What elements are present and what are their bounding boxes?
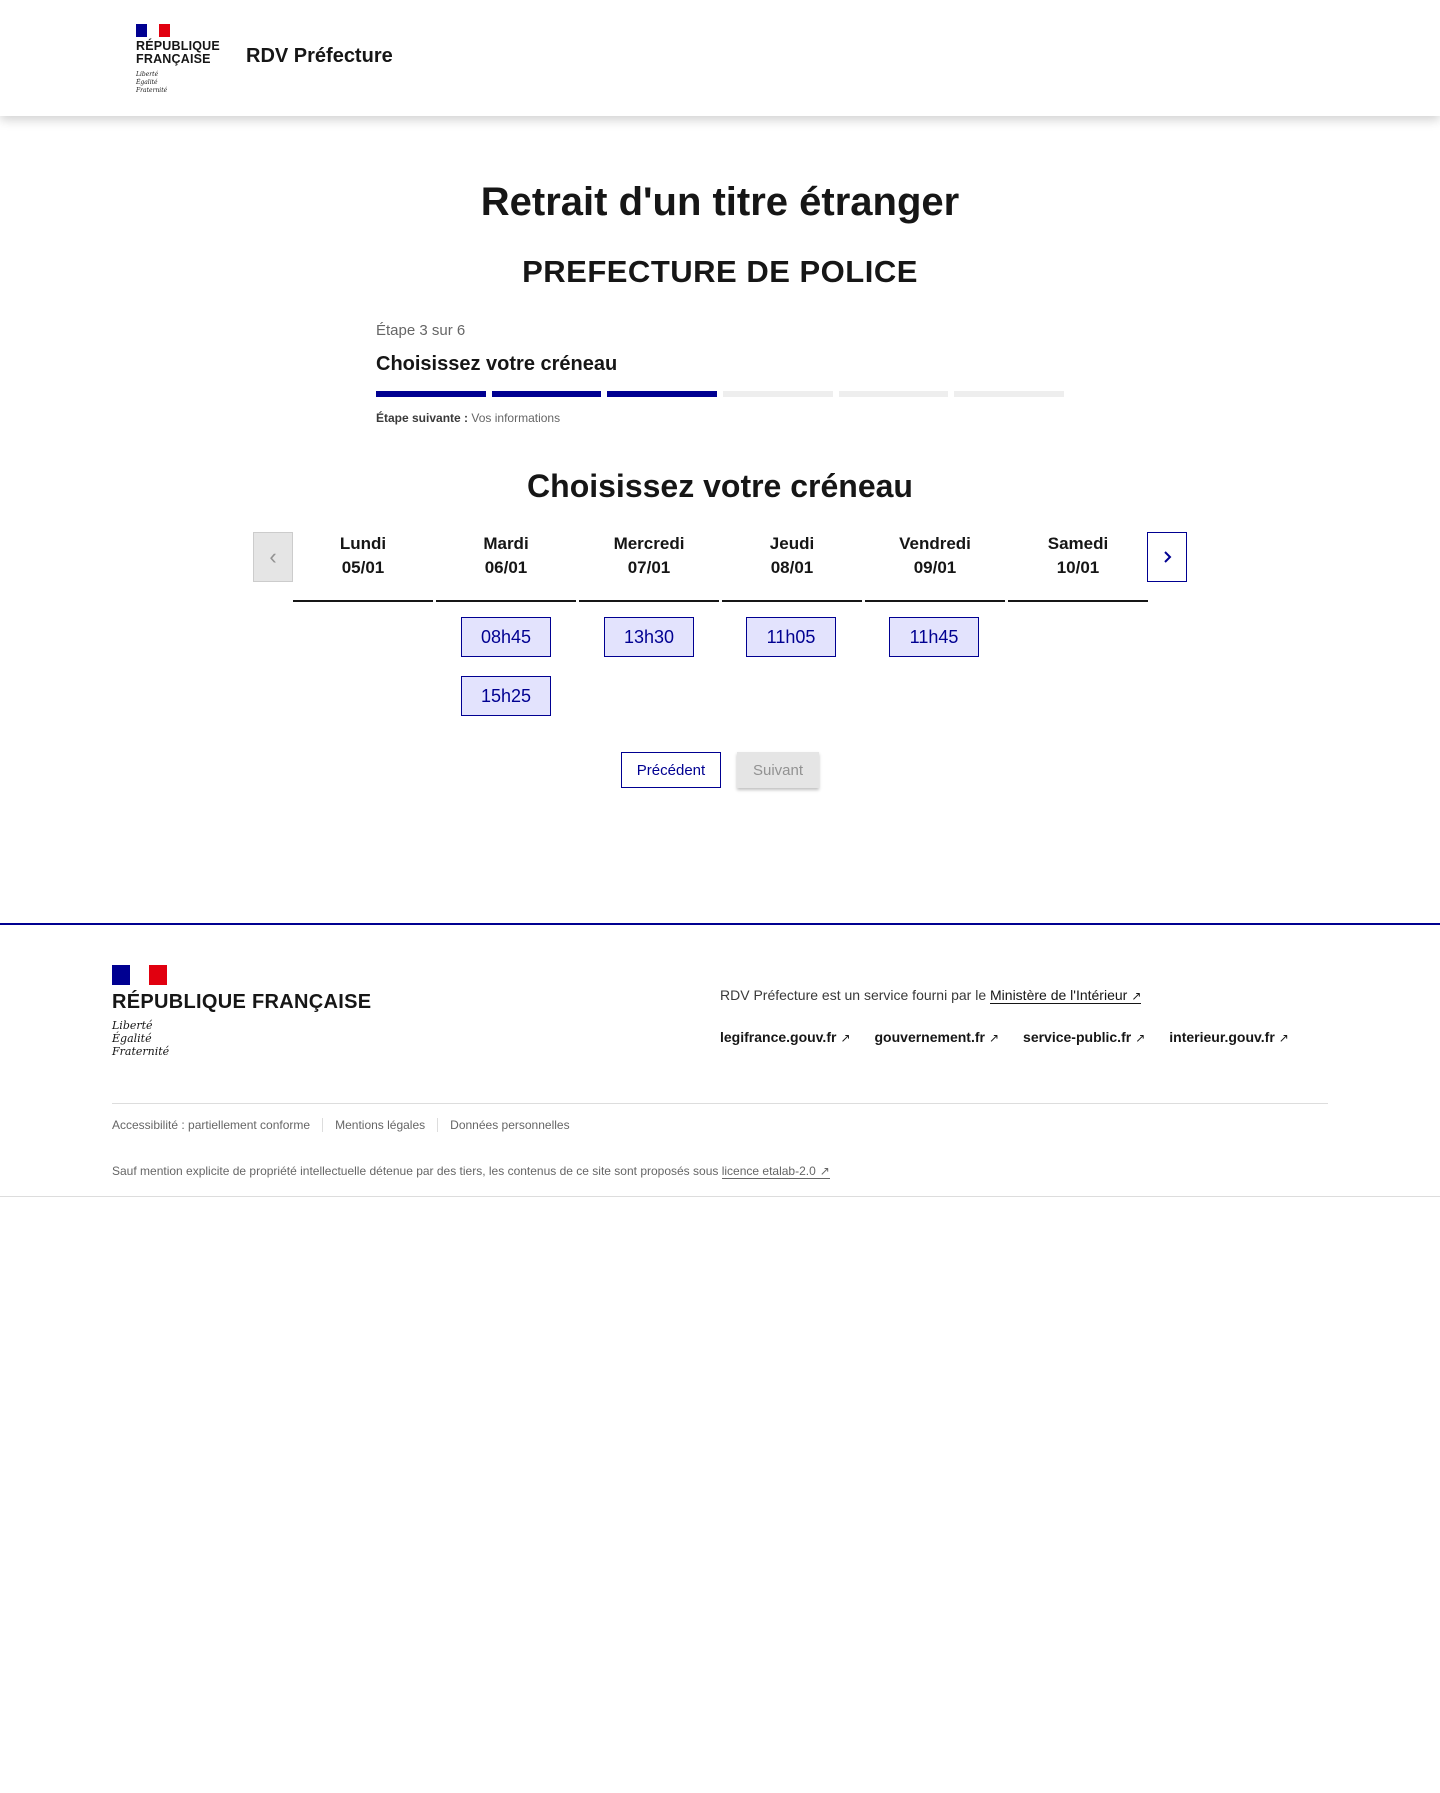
chevron-left-icon: ‹ [269,544,277,569]
day-column-samedi: Samedi 10/01 [1008,532,1148,602]
day-column-jeudi: Jeudi 08/01 [722,532,862,602]
footer-logo-text: RÉPUBLIQUE FRANÇAISE [112,991,372,1013]
step-next: Étape suivante : Vos informations [376,411,561,425]
footer-accessibility-link[interactable]: Accessibilité : partiellement conforme [112,1118,311,1132]
day-column-lundi: Lundi 05/01 [293,532,433,602]
time-slot-button[interactable]: 11h05 [746,617,836,657]
footer-description: RDV Préfecture est un service fourni par le Ministère de l'Intérieur ↗ [720,987,1142,1003]
time-slot-button[interactable]: 11h45 [889,617,979,657]
previous-button[interactable]: Précédent [621,752,721,788]
logo-motto: Liberté Égalité Fraternité [136,71,168,94]
external-link-icon: ↗ [1278,1031,1289,1045]
next-button[interactable]: Suivant [737,752,819,788]
external-link-icon: ↗ [819,1164,830,1178]
previous-week-button[interactable] [253,532,293,582]
page-title: Retrait d'un titre étranger [480,180,960,224]
footer-privacy-link[interactable]: Données personnelles [437,1118,581,1132]
section-title: Choisissez votre créneau [527,468,913,504]
step-bar [723,391,833,397]
footer-logo[interactable] [112,965,371,1058]
next-week-button[interactable] [1147,532,1187,582]
external-link-icon: ↗ [840,1031,851,1045]
chevron-right-icon [1160,550,1174,564]
footer-links [720,1029,1289,1045]
time-slot-button[interactable]: 13h30 [604,617,694,657]
stepper [376,322,1064,425]
footer-license: Sauf mention explicite de propriété intellectuelle détenue par des tiers, les contenus de ce site sont proposés sous licence etalab-2.0 ↗ [112,1164,830,1178]
step-bar [954,391,1064,397]
license-link[interactable]: licence etalab-2.0 ↗ [721,1164,830,1178]
step-bar [376,391,486,397]
time-slot-button[interactable]: 15h25 [461,676,551,716]
external-link-icon: ↗ [988,1031,1000,1045]
ministere-link[interactable]: Ministère de l'Intérieur ↗ [990,987,1142,1003]
step-bar [839,391,949,397]
external-link-icon: ↗ [1131,989,1142,1003]
footer-bottom-links [112,1118,582,1132]
page-subtitle: PREFECTURE DE POLICE [522,254,918,289]
external-link-icon: ↗ [1135,1031,1146,1045]
logo-text: RÉPUBLIQUE FRANÇAISE [136,39,220,66]
time-slot-button[interactable]: 08h45 [461,617,551,657]
footer-link-legifrance[interactable]: legifrance.gouv.fr ↗ [720,1029,851,1045]
footer-link-service-public[interactable]: service-public.fr ↗ [1023,1029,1146,1045]
site-footer [0,923,1440,1197]
footer-motto: Liberté Égalité Fraternité [112,1019,170,1058]
marianne-flag-icon [136,24,170,37]
republique-francaise-logo[interactable] [136,24,220,95]
footer-link-interieur[interactable]: interieur.gouv.fr ↗ [1169,1029,1289,1045]
footer-legal-link[interactable]: Mentions légales [322,1118,437,1132]
site-header [0,0,1440,116]
day-column-vendredi: Vendredi 09/01 [865,532,1005,602]
step-count: Étape 3 sur 6 [376,322,466,339]
site-title[interactable]: RDV Préfecture [246,45,393,67]
step-bar [607,391,717,397]
step-title: Choisissez votre créneau [376,353,618,375]
step-progress [376,391,1064,397]
footer-divider [112,1103,1328,1104]
day-column-mardi: Mardi 06/01 [436,532,576,602]
footer-link-gouvernement[interactable]: gouvernement.fr ↗ [874,1029,1000,1045]
day-column-mercredi: Mercredi 07/01 [579,532,719,602]
step-bar [492,391,602,397]
marianne-flag-icon [112,965,167,985]
